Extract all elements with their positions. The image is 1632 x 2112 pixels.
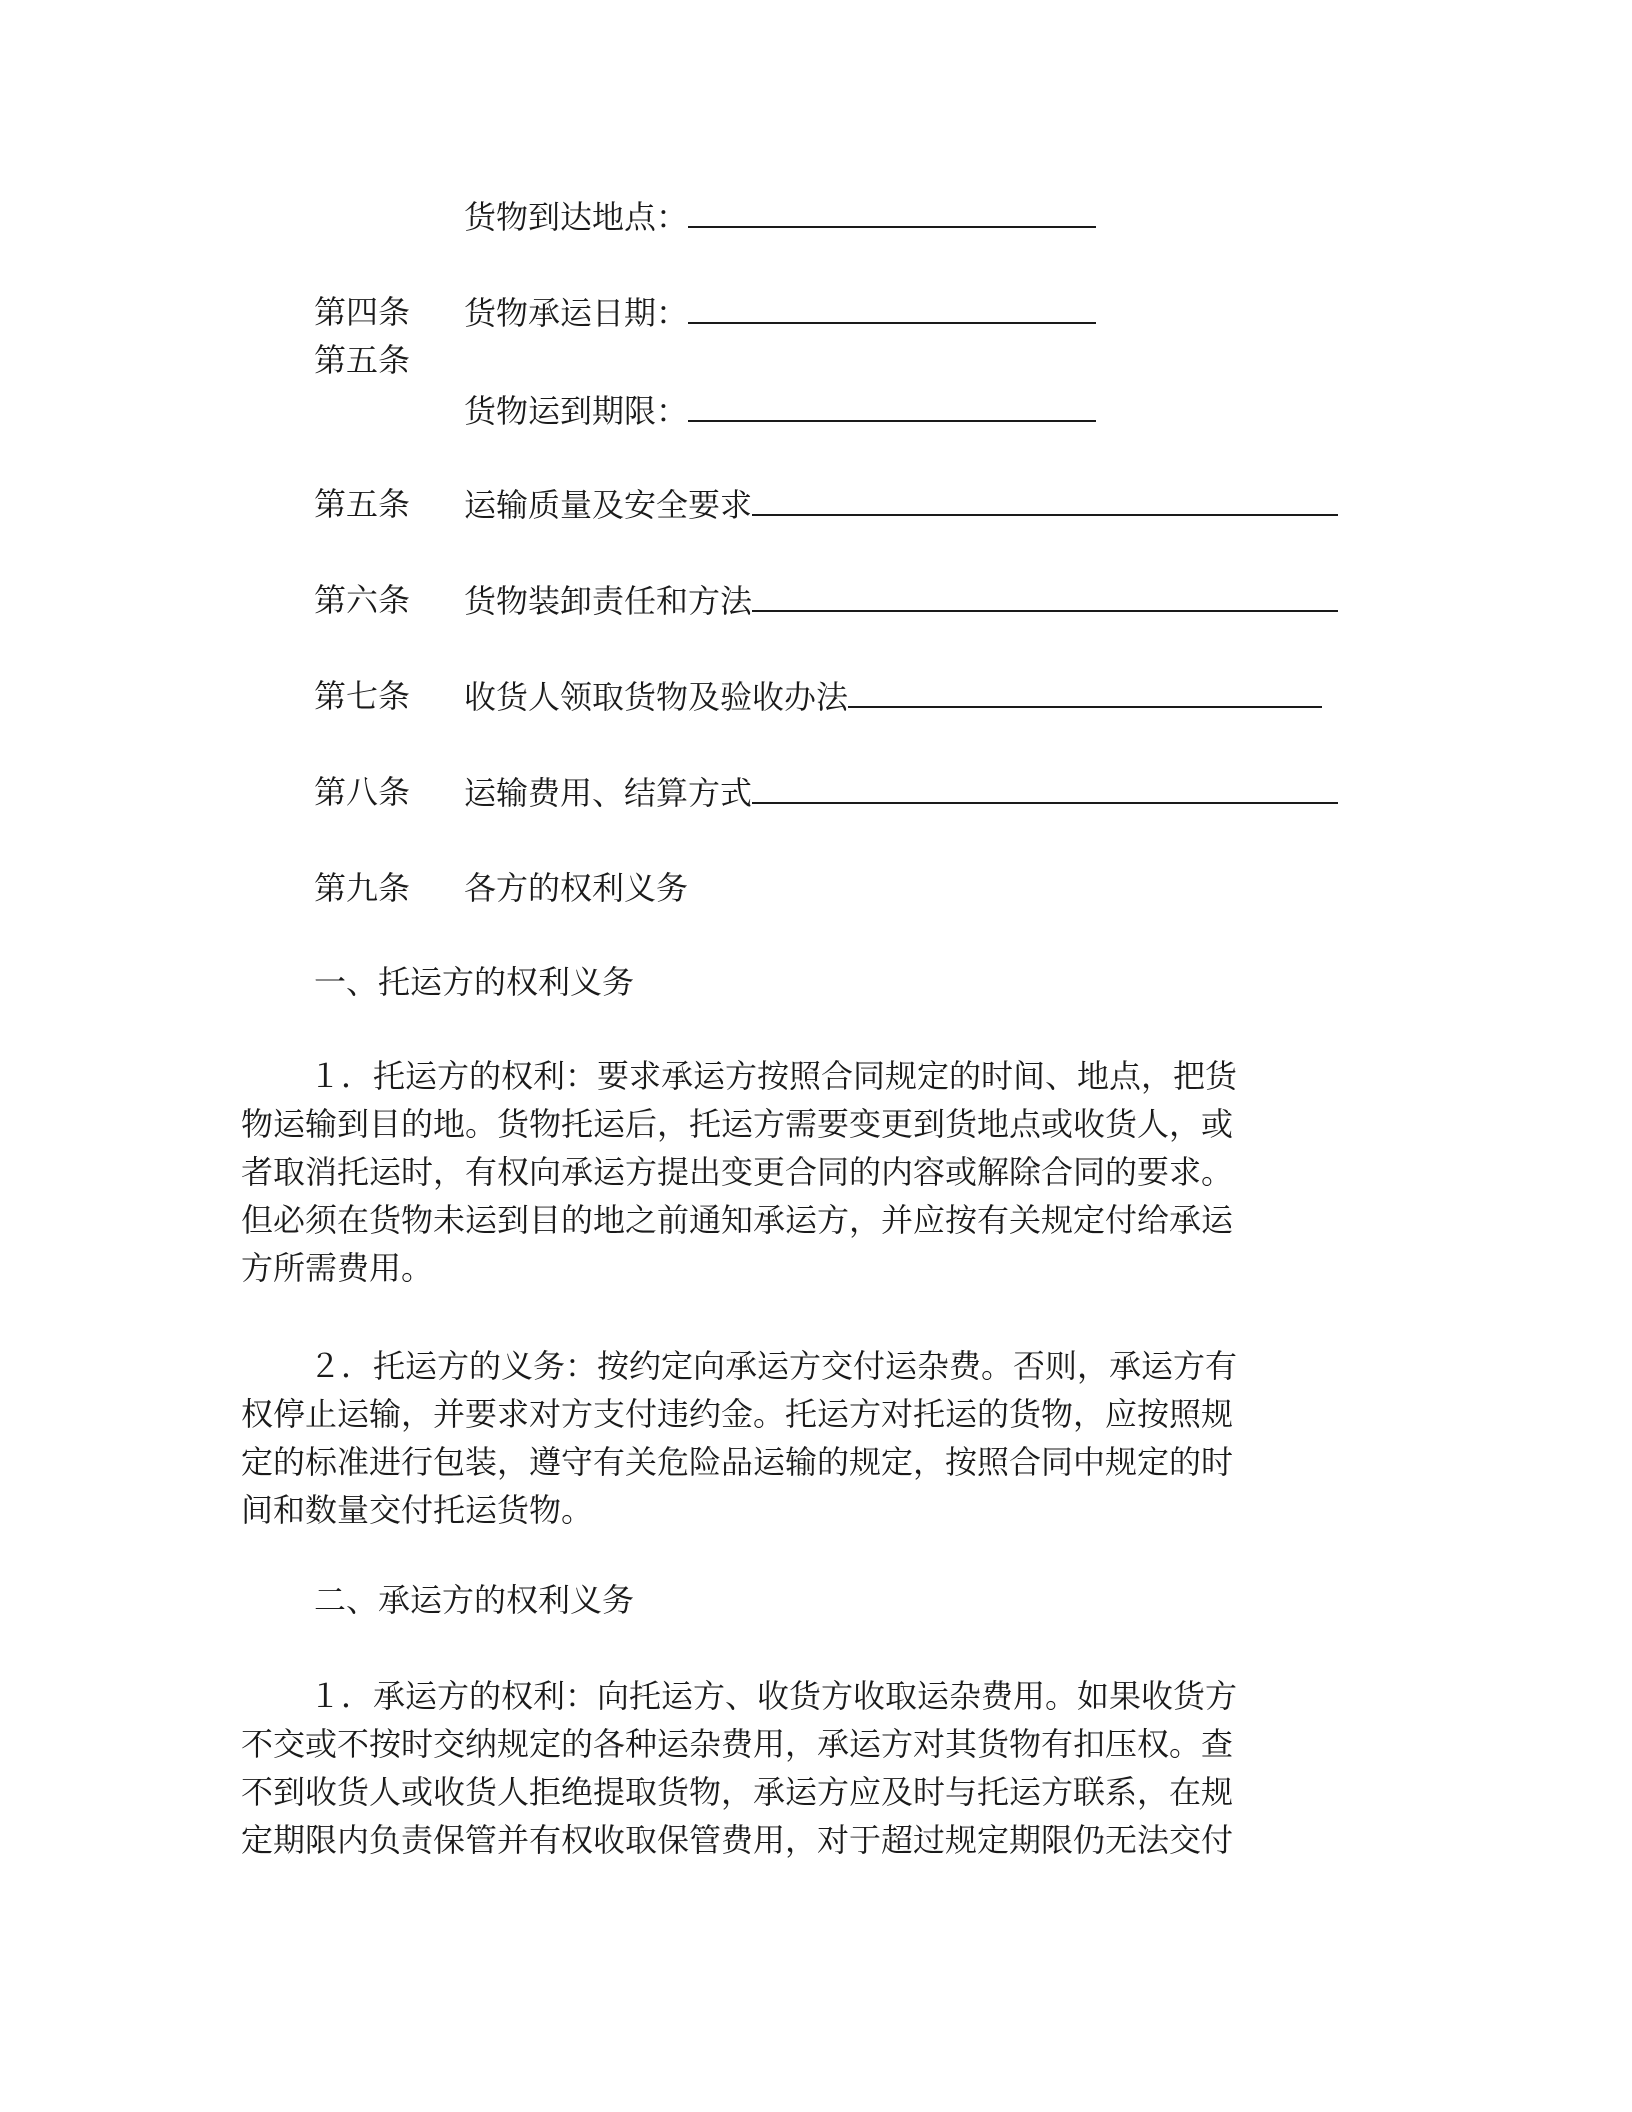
paragraph-line: 定期限内负责保管并有权收取保管费用，对于超过规定期限仍无法交付 (241, 1821, 1234, 1859)
carriage-date-label: 货物承运日期： (464, 294, 689, 332)
article-5-number: 第五条 (314, 485, 411, 523)
paragraph-line: 但必须在货物未运到目的地之前通知承运方，并应按有关规定付给承运 (241, 1201, 1234, 1239)
article-9-number: 第九条 (314, 869, 411, 907)
arrival-place-blank[interactable] (688, 196, 1096, 228)
receipt-inspection-blank[interactable] (848, 676, 1322, 708)
paragraph-line: 权停止运输，并要求对方支付违约金。托运方对托运的货物，应按照规 (241, 1395, 1234, 1433)
shipper-rights-paragraph (241, 1052, 1381, 1292)
carriage-date-field (464, 292, 1096, 333)
quality-safety-blank[interactable] (752, 484, 1338, 516)
arrival-place-label: 货物到达地点： (464, 198, 689, 236)
article-4-number: 第四条 (314, 293, 411, 331)
shipper-obligations-paragraph (241, 1342, 1381, 1534)
paragraph-line: 定的标准进行包装，遵守有关危险品运输的规定，按照合同中规定的时 (241, 1443, 1234, 1481)
paragraph-line: 间和数量交付托运货物。 (241, 1491, 594, 1529)
carrier-section-heading: 二、承运方的权利义务 (314, 1581, 635, 1619)
paragraph-line: 方所需费用。 (241, 1249, 434, 1287)
fees-settlement-field (464, 772, 1338, 813)
receipt-inspection-label: 收货人领取货物及验收办法 (464, 678, 849, 716)
carrier-rights-paragraph (241, 1672, 1381, 1864)
paragraph-line: 者取消托运时，有权向承运方提出变更合同的内容或解除合同的要求。 (241, 1153, 1234, 1191)
article-7-number: 第七条 (314, 677, 411, 715)
delivery-deadline-field (464, 390, 1096, 431)
shipper-section-heading: 一、托运方的权利义务 (314, 963, 635, 1001)
article-5-stray-number: 第五条 (314, 341, 411, 379)
article-8-number: 第八条 (314, 773, 411, 811)
paragraph-line: １．托运方的权利：要求承运方按照合同规定的时间、地点，把货 (309, 1057, 1238, 1095)
paragraph-line: １．承运方的权利：向托运方、收货方收取运杂费用。如果收货方 (309, 1677, 1238, 1715)
delivery-deadline-label: 货物运到期限： (464, 392, 689, 430)
paragraph-line: 不到收货人或收货人拒绝提取货物，承运方应及时与托运方联系，在规 (241, 1773, 1234, 1811)
article-6-number: 第六条 (314, 581, 411, 619)
paragraph-line: 不交或不按时交纳规定的各种运杂费用，承运方对其货物有扣压权。查 (241, 1725, 1234, 1763)
paragraph-line: ２．托运方的义务：按约定向承运方交付运杂费。否则，承运方有 (309, 1347, 1238, 1385)
loading-responsibility-field (464, 580, 1338, 621)
delivery-deadline-blank[interactable] (688, 390, 1096, 422)
carriage-date-blank[interactable] (688, 292, 1096, 324)
receipt-inspection-field (464, 676, 1322, 717)
fees-settlement-blank[interactable] (752, 772, 1338, 804)
quality-safety-label: 运输质量及安全要求 (464, 486, 753, 524)
loading-responsibility-label: 货物装卸责任和方法 (464, 582, 753, 620)
fees-settlement-label: 运输费用、结算方式 (464, 774, 753, 812)
arrival-place-field (464, 196, 1096, 237)
quality-safety-field (464, 484, 1338, 525)
rights-obligations-heading: 各方的权利义务 (464, 869, 689, 907)
loading-responsibility-blank[interactable] (752, 580, 1338, 612)
paragraph-line: 物运输到目的地。货物托运后，托运方需要变更到货地点或收货人，或 (241, 1105, 1234, 1143)
